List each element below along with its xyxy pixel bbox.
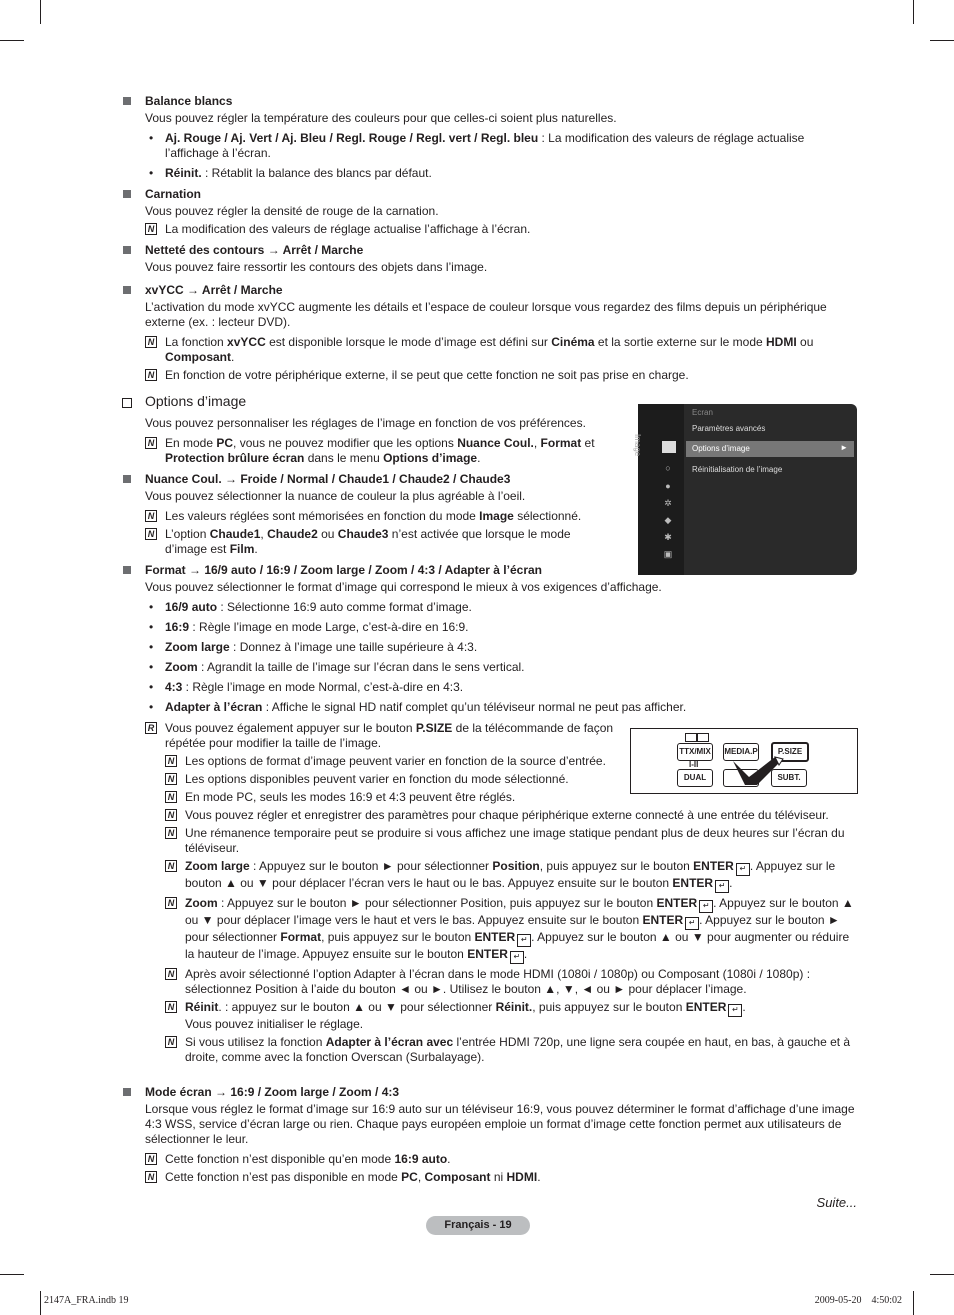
picture-icon <box>662 441 676 453</box>
section-text: Vous pouvez faire ressortir les contours des objets dans l’image. <box>145 260 488 274</box>
section-heading: Format → 16/9 auto / 16:9 / Zoom large / Zoom / 4:3 / Adapter à l’écran <box>145 563 542 577</box>
page-number: Français - 19 <box>426 1216 530 1235</box>
section-text: Vous pouvez sélectionner la nuance de couleur la plus agréable à l’oeil. <box>145 489 526 503</box>
crop-mark <box>930 1274 954 1275</box>
note-icon: N <box>165 773 177 785</box>
square-bullet-icon <box>123 475 131 483</box>
enter-icon: ↵ <box>715 880 729 893</box>
note-icon: N <box>165 755 177 767</box>
section-format <box>120 563 860 1065</box>
channel-icon: ● <box>665 481 671 491</box>
note-icon: N <box>145 369 157 381</box>
menu-item-options-selected[interactable] <box>686 441 854 457</box>
checkbox-bullet-icon <box>122 398 132 408</box>
section-heading: Netteté des contours → Arrêt / Marche <box>145 243 364 257</box>
note: N Vous pouvez régler et enregistrer des paramètres pour chaque périphérique externe connecté à une entrée du téléviseur. <box>165 808 860 823</box>
square-bullet-icon <box>123 97 131 105</box>
dual-button: DUAL <box>677 769 713 787</box>
note-icon: N <box>145 528 157 540</box>
crop-mark <box>0 1274 24 1275</box>
teletext-icon <box>685 733 697 742</box>
crop-mark <box>40 0 41 24</box>
list-item: • Aj. Rouge / Aj. Vert / Aj. Bleu / Regl. Rouge / Regl. vert / Regl. bleu : La modification des valeurs de réglage actualise l’affichage à l’écran. <box>145 131 860 161</box>
note-icon: N <box>165 968 177 980</box>
section-text: Vous pouvez régler la densité de rouge de la carnation. <box>145 204 439 218</box>
menu-side-label: Image <box>633 434 642 457</box>
note: N Les valeurs réglées sont mémorisées en fonction du mode Image sélectionné. <box>145 509 635 524</box>
note-icon: N <box>165 1001 177 1013</box>
note: N Zoom large : Appuyez sur le bouton ► pour sélectionner Position, puis appuyez sur le bouton ENTER ↵ . Appuyez sur le bouton ▲ ou ▼ pour déplacer l’écran vers le haut ou le bas. Appuyez ensuite sur le bouton ENTER ↵ . <box>165 859 860 893</box>
section-mode <box>120 1085 860 1185</box>
section-text: Vous pouvez sélectionner le format d’image qui correspond le mieux à vos exigences d’affichage. <box>145 580 662 594</box>
section-carnation <box>120 187 860 237</box>
note: N La fonction xvYCC est disponible lorsque le mode d’image est défini sur Cinéma et la sortie externe sur le mode HDMI ou Composant. <box>145 335 860 365</box>
note-icon: N <box>165 809 177 821</box>
note: N En fonction de votre périphérique externe, il se peut que cette fonction ne soit pas prise en charge. <box>145 368 860 383</box>
section-heading: Mode écran → 16:9 / Zoom large / Zoom / 4:3 <box>145 1085 400 1099</box>
list-item: • 16:9 : Règle l’image en mode Large, c’est-à-dire en 16:9. <box>145 620 860 635</box>
dual-label: I-II <box>689 760 699 769</box>
note: N Cette fonction n’est pas disponible en mode PC, Composant ni HDMI. <box>145 1170 860 1185</box>
note: N En mode PC, seuls les modes 16:9 et 4:3 peuvent être réglés. <box>165 790 860 805</box>
crop-mark <box>40 1291 41 1315</box>
arrow-right-icon: ► <box>840 443 848 452</box>
note-icon: N <box>165 860 177 872</box>
crop-mark <box>0 40 24 41</box>
section-heading: Balance blancs <box>145 94 233 108</box>
continued-label: Suite... <box>816 1195 857 1210</box>
section-text: Lorsque vous réglez le format d’image sur 16:9 auto sur un téléviseur 16:9, vous pouvez déterminer le format d’affichage d’une image 4:3 WSS, service d’écran large ou rien. Chaque pays européen emploie un format d’image cette fonction permet aux utilisateurs de sélectionner le leur. <box>145 1102 855 1146</box>
section-heading: xvYCC → Arrêt / Marche <box>145 283 283 297</box>
note: N L’option Chaude1, Chaude2 ou Chaude3 n’est activée que lorsque le mode d’image est Film. <box>145 527 605 557</box>
square-bullet-icon <box>123 566 131 574</box>
note-icon: N <box>145 1171 157 1183</box>
list-item: • Adapter à l’écran : Affiche le signal HD natif complet qu’un téléviseur normal ne peut pas afficher. <box>145 700 860 715</box>
crop-mark <box>913 1291 914 1315</box>
menu-section-label: Ecran <box>692 408 713 417</box>
application-icon: ✱ <box>664 532 672 542</box>
page-content <box>120 94 860 1185</box>
note-icon: N <box>165 897 177 909</box>
enter-icon: ↵ <box>699 900 713 913</box>
menu-sidebar <box>633 404 684 575</box>
print-timestamp: 2009-05-20 4:50:02 <box>814 1295 902 1306</box>
enter-icon: ↵ <box>517 934 531 947</box>
note-icon: N <box>145 437 157 449</box>
enter-icon: ↵ <box>736 863 750 876</box>
tv-menu-screenshot <box>633 404 857 575</box>
square-bullet-icon <box>123 246 131 254</box>
p-size-button: P.SIZE <box>771 742 809 762</box>
teletext-mix-icon <box>697 733 709 742</box>
subt-button: SUBT. <box>771 769 807 787</box>
note-icon: N <box>165 827 177 839</box>
enter-icon: ↵ <box>510 951 524 964</box>
note-icon: N <box>165 791 177 803</box>
note: R Vous pouvez également appuyer sur le bouton P.SIZE de la télécommande de façon répétée pour modifier la taille de l’image. <box>145 721 625 751</box>
note-icon: N <box>145 1153 157 1165</box>
section-text: Vous pouvez personnaliser les réglages de l’image en fonction de vos préférences. <box>145 416 586 430</box>
list-item: • Zoom : Agrandit la taille de l’image sur l’écran dans le sens vertical. <box>145 660 860 675</box>
note: N En mode PC, vous ne pouvez modifier que les options Nuance Coul., Format et Protection brûlure écran dans le menu Options d’image. <box>145 436 635 466</box>
section-nettete <box>120 243 860 275</box>
crop-mark <box>913 0 914 24</box>
ttx-mix-button: TTX/MIX <box>677 743 713 761</box>
square-bullet-icon <box>123 1088 131 1096</box>
list-item: • 16/9 auto : Sélectionne 16:9 auto comme format d’image. <box>145 600 860 615</box>
square-bullet-icon <box>123 190 131 198</box>
section-title: Options d’image <box>145 393 247 409</box>
menu-item-label: Options d’image <box>692 444 750 453</box>
list-item: • Zoom large : Donnez à l’image une taille supérieure à 4:3. <box>145 640 860 655</box>
menu-item-reset[interactable]: Réinitialisation de l’image <box>692 465 783 474</box>
note-icon: N <box>145 336 157 348</box>
section-balance <box>120 94 860 181</box>
section-text: Vous pouvez régler la température des couleurs pour que celles-ci soient plus naturelles. <box>145 111 617 125</box>
pointing-hand-icon <box>731 755 791 789</box>
file-info: 2147A_FRA.indb 19 <box>44 1295 129 1306</box>
note-icon: N <box>165 1036 177 1048</box>
section-text: L’activation du mode xvYCC augmente les détails et l’espace de couleur lorsque vous regardez des films depuis un périphérique externe (ex. : lecteur DVD). <box>145 300 827 329</box>
note: N Zoom : Appuyez sur le bouton ► pour sélectionner Position, puis appuyez sur le bouton ENTER ↵ . Appuyez sur le bouton ▲ ou ▼ pour déplacer l’image vers le haut et vers le bas. Appuyez ensuite sur le bouton ENTER ↵ . Appuyez sur le bouton ► pour sélectionner Format, puis appuyez sur le bouton ENTER ↵ . Appuyez sur le bouton ▲ ou ▼ pour augmenter ou réduire la hauteur de l’image. Appuyez ensuite sur le bouton ENTER ↵ . <box>165 896 860 964</box>
note: N Les options disponibles peuvent varier en fonction du mode sélectionné. <box>165 772 860 787</box>
remote-illustration <box>630 728 858 794</box>
list-item: • Réinit. : Rétablit la balance des blancs par défaut. <box>145 166 860 181</box>
section-heading: Nuance Coul. → Froide / Normal / Chaude1 / Chaude2 / Chaude3 <box>145 472 511 486</box>
enter-icon: ↵ <box>685 917 699 930</box>
sound-icon: ○ <box>665 463 671 473</box>
square-bullet-icon <box>123 286 131 294</box>
note: N Cette fonction n’est disponible qu’en mode 16:9 auto. <box>145 1152 860 1167</box>
note: N Réinit. : appuyez sur le bouton ▲ ou ▼ pour sélectionner Réinit., puis appuyez sur le bouton ENTER ↵ . Vous pouvez initialiser le réglage. <box>165 1000 860 1032</box>
note-icon: N <box>145 223 157 235</box>
menu-item-advanced[interactable]: Paramètres avancés <box>692 424 766 433</box>
section-xvycc <box>120 283 860 383</box>
note: N Une rémanence temporaire peut se produire si vous affichez une image statique pendant plus de deux heures sur l’écran du téléviseur. <box>165 826 860 856</box>
note: N Si vous utilisez la fonction Adapter à l’écran avec l’entrée HDMI 720p, une ligne sera coupée en haut, en bas, à gauche et à droite, comme avec la fonction Overscan (Surbalayage). <box>165 1035 860 1065</box>
crop-mark <box>930 40 954 41</box>
note: N Les options de format d’image peuvent varier en fonction de la source d’entrée. <box>165 754 860 769</box>
support-icon: ▣ <box>663 549 673 559</box>
section-heading: Carnation <box>145 187 202 201</box>
media-p-button: MEDIA.P <box>723 743 759 761</box>
setup-icon: ✲ <box>664 498 672 508</box>
input-icon: ◆ <box>664 515 672 525</box>
note: N Après avoir sélectionné l’option Adapter à l’écran dans le mode HDMI (1080i / 1080p) ou Composant (1080i / 1080p) : sélectionnez Position à l’aide du bouton ◄ ou ►. Utilisez le bouton ▲, ▼, ◄ ou ► pour déplacer l’image. <box>165 967 860 997</box>
enter-icon: ↵ <box>728 1004 742 1017</box>
list-item: • 4:3 : Règle l’image en mode Normal, c’est-à-dire en 4:3. <box>145 680 860 695</box>
remote-note-icon: R <box>145 722 157 734</box>
note-icon: N <box>145 510 157 522</box>
note: N La modification des valeurs de réglage actualise l’affichage à l’écran. <box>145 222 860 237</box>
